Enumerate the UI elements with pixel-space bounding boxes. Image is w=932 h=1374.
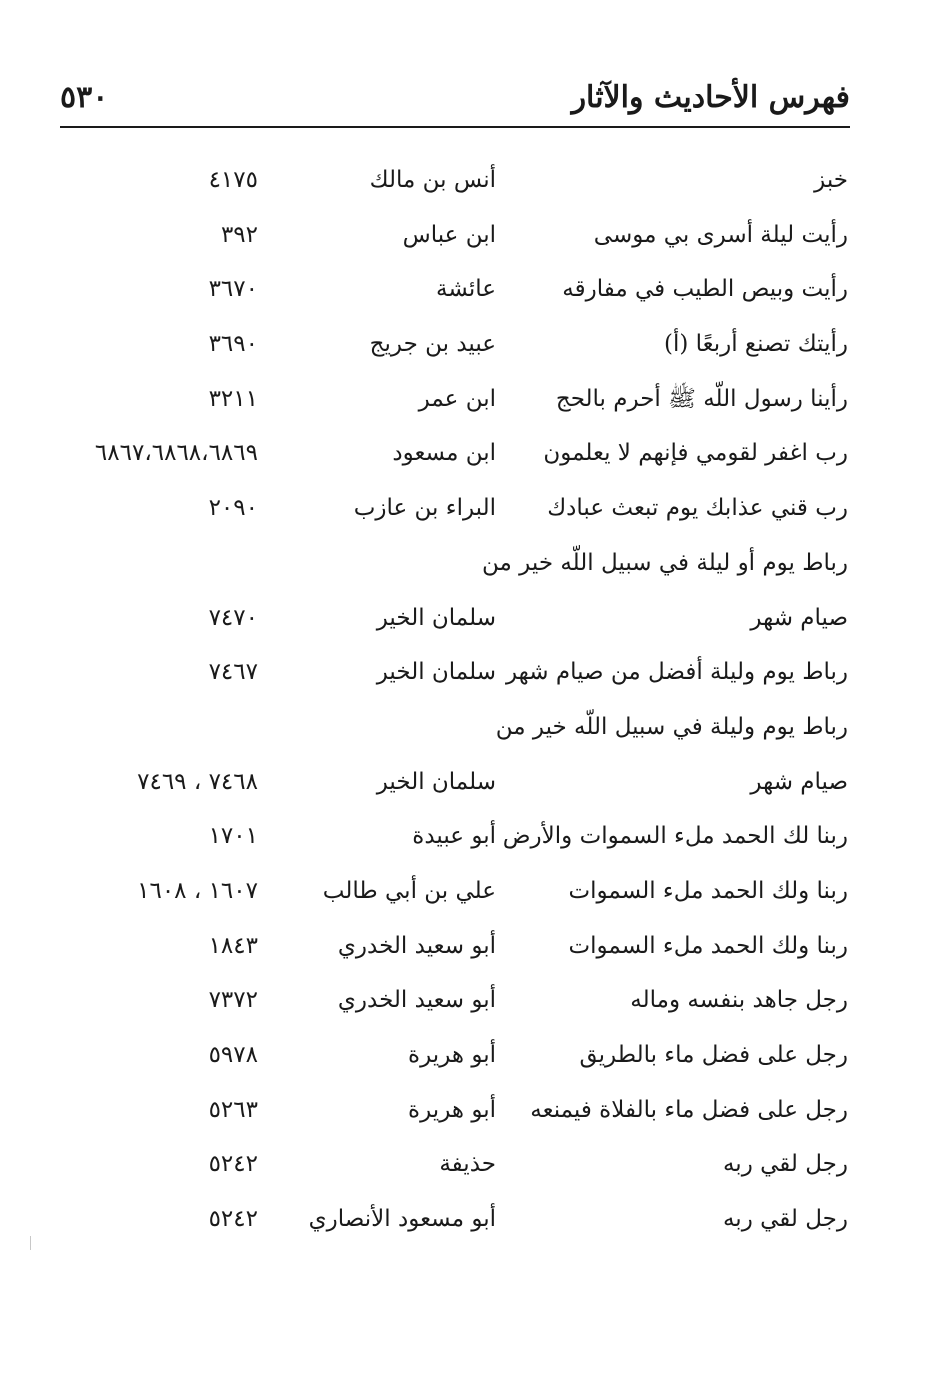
hadith-text: رب اغفر لقومي فإنهم لا يعلمون xyxy=(543,440,848,467)
index-row xyxy=(0,700,932,755)
hadith-number: ٣٩٢ xyxy=(220,221,258,248)
index-row xyxy=(0,645,932,700)
hadith-number: ٥٢٤٢ xyxy=(208,1151,258,1178)
narrator: أبو سعيد الخدري xyxy=(337,932,496,959)
hadith-number: ٧٤٧٠ xyxy=(208,604,258,631)
index-row xyxy=(0,372,932,427)
index-list xyxy=(0,153,932,1247)
hadith-text: رجل جاهد بنفسه وماله xyxy=(630,987,848,1014)
header-rule xyxy=(60,126,850,128)
page-title: فهرس الأحاديث والآثار xyxy=(571,80,850,115)
hadith-number: ٧٤٦٨ ، ٧٤٦٩ xyxy=(137,768,258,795)
narrator: حذيفة xyxy=(439,1151,496,1178)
hadith-number: ٧٤٦٧ xyxy=(208,659,258,686)
narrator: أبو عبيدة xyxy=(412,823,496,850)
hadith-number: ٧٣٧٢ xyxy=(208,987,258,1014)
hadith-text: رجل لقي ربه xyxy=(722,1151,848,1178)
narrator: عائشة xyxy=(436,276,496,303)
hadith-text: رجل على فضل ماء بالطريق xyxy=(579,1042,848,1068)
hadith-number: ٥٩٧٨ xyxy=(208,1042,258,1068)
margin-mark xyxy=(30,1236,31,1250)
hadith-text: صيام شهر xyxy=(750,768,848,795)
hadith-text: رباط يوم وليلة في سبيل اللّه خير من xyxy=(495,713,848,740)
index-row xyxy=(0,317,932,372)
narrator: أنس بن مالك xyxy=(369,167,496,193)
index-row xyxy=(0,919,932,974)
narrator: سلمان الخير xyxy=(376,768,496,795)
page-number: ٥٣٠ xyxy=(60,80,109,115)
hadith-number: ٤١٧٥ xyxy=(208,167,258,193)
hadith-number: ١٧٠١ xyxy=(208,823,258,850)
index-row xyxy=(0,864,932,919)
narrator: أبو مسعود الأنصاري xyxy=(308,1206,496,1233)
index-row xyxy=(0,481,932,536)
hadith-number: ١٨٤٣ xyxy=(208,932,258,959)
hadith-number: ٥٢٦٣ xyxy=(208,1096,258,1123)
index-row xyxy=(0,1083,932,1138)
index-row xyxy=(0,755,932,810)
narrator: ابن مسعود xyxy=(392,440,496,467)
hadith-text: رأيت وبيص الطيب في مفارقه xyxy=(562,276,848,303)
narrator: عبيد بن جريج xyxy=(369,331,496,358)
narrator: أبو سعيد الخدري xyxy=(337,987,496,1014)
index-row xyxy=(0,973,932,1028)
narrator: سلمان الخير xyxy=(376,659,496,686)
narrator: ابن عباس xyxy=(402,221,496,248)
hadith-number: ٥٢٤٢ xyxy=(208,1206,258,1233)
hadith-text: ربنا ولك الحمد ملء السموات xyxy=(568,932,848,959)
hadith-text: رأيت ليلة أسرى بي موسى xyxy=(593,221,848,248)
index-row xyxy=(0,1028,932,1083)
narrator: ابن عمر xyxy=(418,385,496,412)
hadith-text: رباط يوم وليلة أفضل من صيام شهر xyxy=(505,659,848,686)
index-row xyxy=(0,591,932,646)
index-row xyxy=(0,1192,932,1247)
hadith-text: رأيتك تصنع أربعًا (أ) xyxy=(663,331,848,358)
hadith-text: رباط يوم أو ليلة في سبيل اللّه خير من xyxy=(482,549,848,576)
hadith-text: خبز xyxy=(814,167,848,193)
hadith-text: ربنا ولك الحمد ملء السموات xyxy=(568,877,848,904)
index-row xyxy=(0,208,932,263)
index-row xyxy=(0,809,932,864)
page-header xyxy=(60,78,850,122)
index-row xyxy=(0,426,932,481)
hadith-text: رب قني عذابك يوم تبعث عبادك xyxy=(547,495,848,522)
hadith-text: ربنا لك الحمد ملء السموات والأرض xyxy=(502,823,848,850)
hadith-text: رأينا رسول اللّه ﷺ أحرم بالحج xyxy=(555,385,848,412)
hadith-number: ٢٠٩٠ xyxy=(208,495,258,522)
index-row xyxy=(0,262,932,317)
hadith-text: رجل لقي ربه xyxy=(722,1206,848,1233)
index-row xyxy=(0,153,932,208)
hadith-text: صيام شهر xyxy=(750,604,848,631)
index-row xyxy=(0,536,932,591)
narrator: علي بن أبي طالب xyxy=(322,877,496,904)
hadith-number: ٣٦٧٠ xyxy=(208,276,258,303)
narrator: سلمان الخير xyxy=(376,604,496,631)
hadith-number: ١٦٠٧ ، ١٦٠٨ xyxy=(137,877,258,904)
hadith-number: ٣٦٩٠ xyxy=(208,331,258,358)
narrator: أبو هريرة xyxy=(408,1042,496,1068)
hadith-text: رجل على فضل ماء بالفلاة فيمنعه xyxy=(530,1096,848,1123)
narrator: البراء بن عازب xyxy=(353,495,496,522)
narrator: أبو هريرة xyxy=(408,1096,496,1123)
hadith-number: ٣٢١١ xyxy=(208,385,258,412)
hadith-number: ٦٨٦٧،٦٨٦٨،٦٨٦٩ xyxy=(94,440,258,467)
index-row xyxy=(0,1137,932,1192)
